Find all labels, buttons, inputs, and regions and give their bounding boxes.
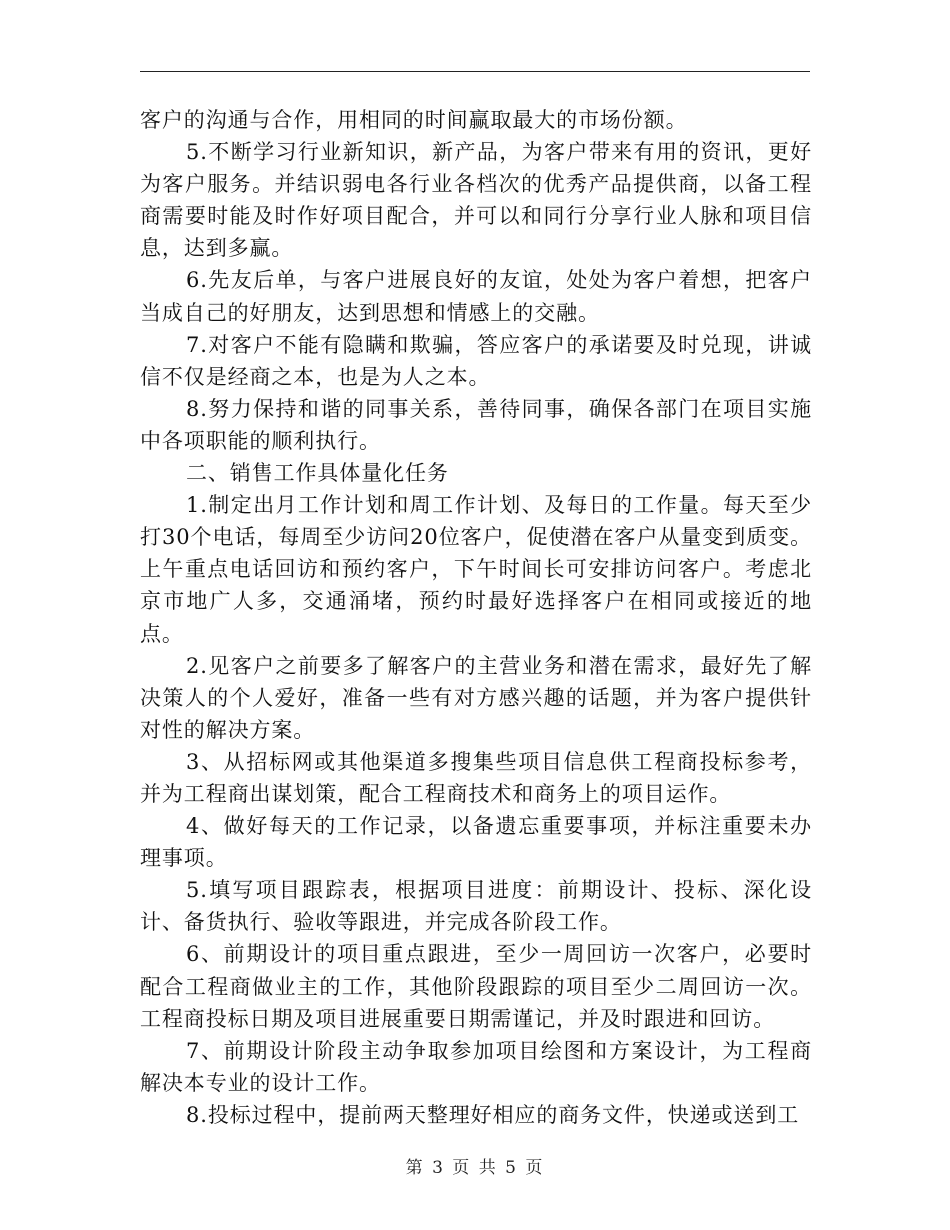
paragraph: 3、从招标网或其他渠道多搜集些项目信息供工程商投标参考，并为工程商出谋划策，配合工程商技术和商务上的项目运作。: [140, 749, 812, 806]
paragraph: 7.对客户不能有隐瞒和欺骗，答应客户的承诺要及时兑现，讲诚信不仅是经商之本，也是为人之本。: [140, 332, 812, 389]
paragraph: 客户的沟通与合作，用相同的时间赢取最大的市场份额。: [140, 108, 688, 132]
paragraph: 5.不断学习行业新知识，新产品，为客户带来有用的资讯，更好为客户服务。并结识弱电各行业各档次的优秀产品提供商，以备工程商需要时能及时作好项目配合，并可以和同行分享行业人脉和项目信息，达到多赢。: [140, 140, 812, 261]
paragraph: 6、前期设计的项目重点跟进，至少一周回访一次客户，必要时配合工程商做业主的工作，其他阶段跟踪的项目至少二周回访一次。工程商投标日期及项目进展重要日期需谨记，并及时跟进和回访。: [140, 942, 812, 1031]
paragraph: 二、销售工作具体量化任务: [186, 461, 449, 486]
paragraph: 2.见客户之前要多了解客户的主营业务和潜在需求，最好先了解决策人的个人爱好，准备一些有对方感兴趣的话题，并为客户提供针对性的解决方案。: [140, 653, 812, 742]
paragraph: 8.努力保持和谐的同事关系，善待同事，确保各部门在项目实施中各项职能的顺利执行。: [140, 396, 812, 453]
paragraph: 7、前期设计阶段主动争取参加项目绘图和方案设计，为工程商解决本专业的设计工作。: [140, 1038, 812, 1095]
paragraph: 1.制定出月工作计划和周工作计划、及每日的工作量。每天至少打30个电话，每周至少访问20位客户，促使潜在客户从量变到质变。上午重点电话回访和预约客户，下午时间长可安排访问客户。考虑北京市地广人多，交通涌堵，预约时最好选择客户在相同或接近的地点。: [140, 493, 812, 646]
paragraph: 4、做好每天的工作记录，以备遗忘重要事项，并标注重要未办理事项。: [140, 814, 812, 871]
document-body: [140, 104, 812, 1131]
paragraph: 5.填写项目跟踪表，根据项目进度：前期设计、投标、深化设计、备货执行、验收等跟进，并完成各阶段工作。: [140, 878, 812, 935]
paragraph: 8.投标过程中，提前两天整理好相应的商务文件，快递或送到工: [186, 1102, 800, 1127]
header-rule: [140, 71, 810, 72]
paragraph: 6.先友后单，与客户进展良好的友谊，处处为客户着想，把客户当成自己的好朋友，达到思想和情感上的交融。: [140, 268, 812, 325]
page-number: 第 3 页 共 5 页: [405, 1158, 545, 1178]
